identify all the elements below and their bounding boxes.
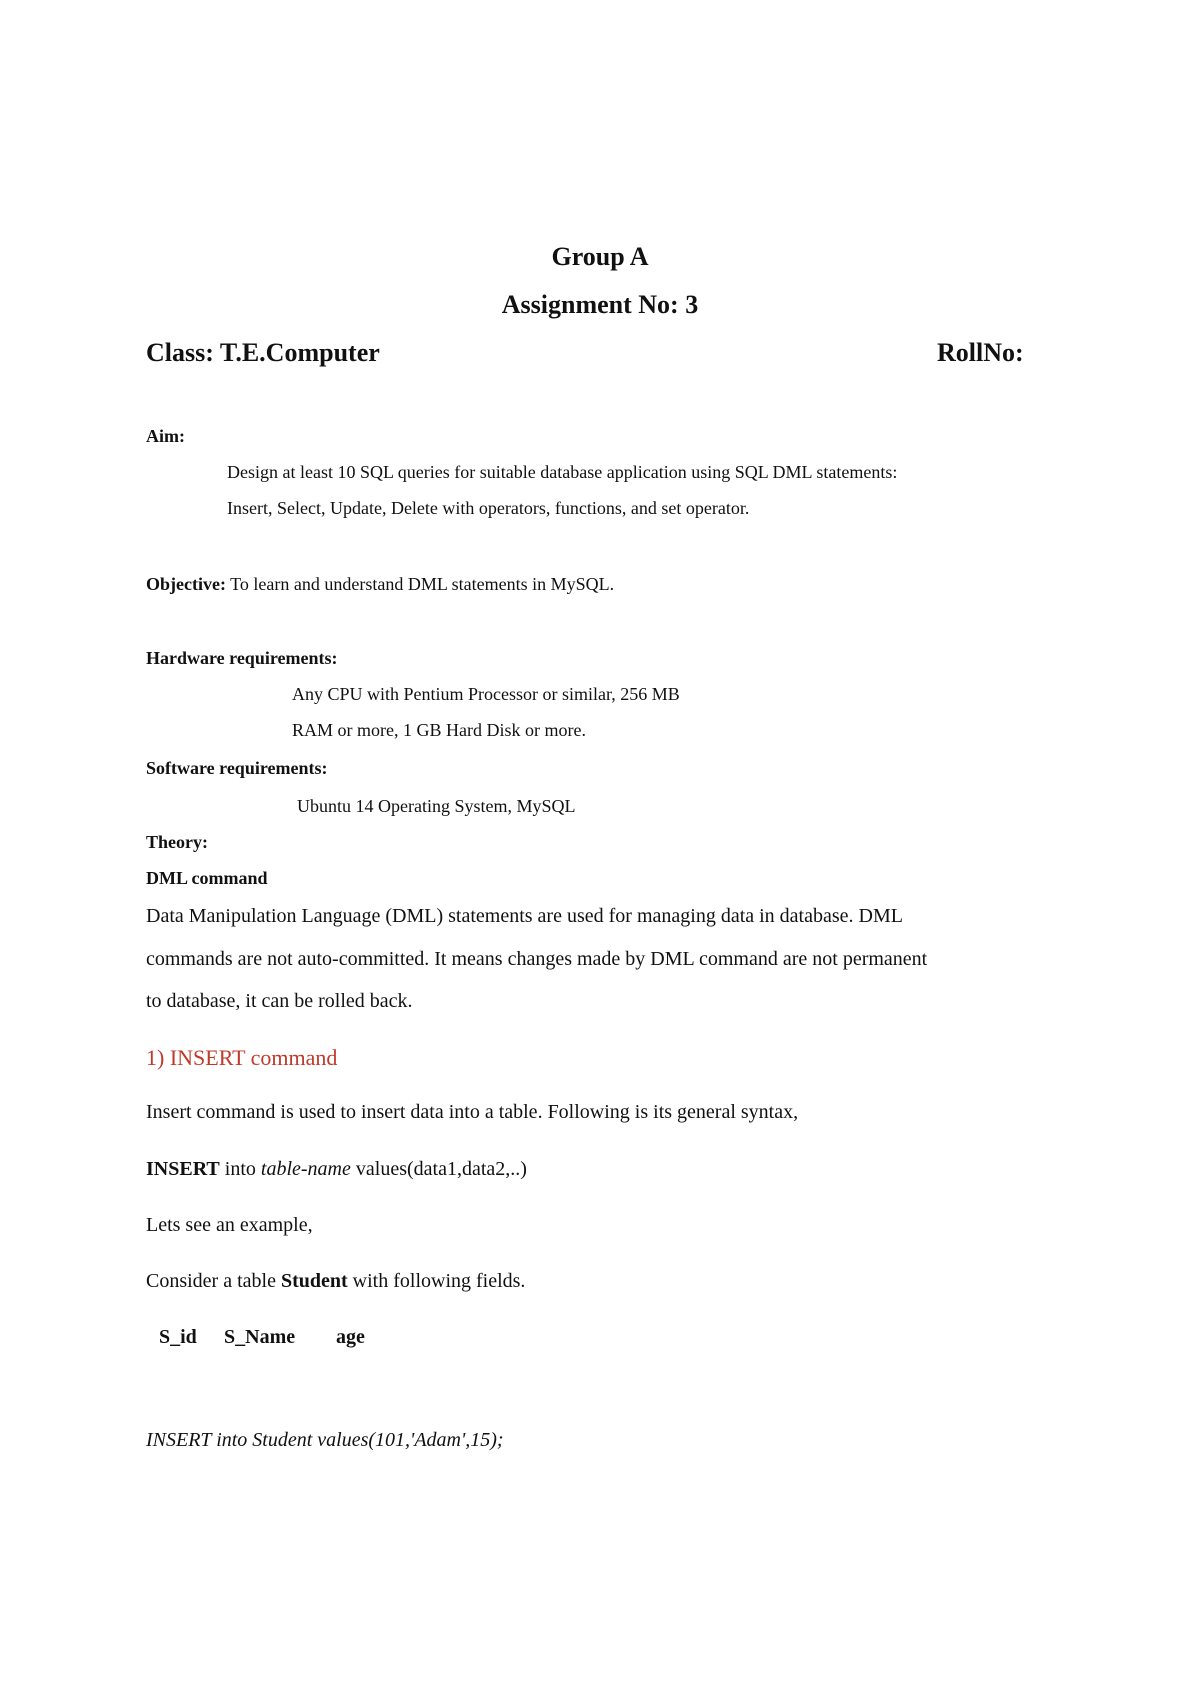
hardware-line-2: RAM or more, 1 GB Hard Disk or more. xyxy=(292,720,586,740)
hardware-line-1: Any CPU with Pentium Processor or similar, 256 MB xyxy=(292,684,680,704)
objective-line xyxy=(146,574,614,595)
field-age: age xyxy=(336,1326,365,1348)
insert-section-heading: 1) INSERT command xyxy=(146,1045,338,1070)
table-intro-pre: Consider a table xyxy=(146,1270,281,1292)
objective-label: Objective: xyxy=(146,574,226,594)
aim-line-1: Design at least 10 SQL queries for suitable database application using SQL DML statements: xyxy=(227,462,898,482)
theory-para-line-3: to database, it can be rolled back. xyxy=(146,990,413,1012)
group-title: Group A xyxy=(551,242,649,271)
field-s-id: S_id xyxy=(159,1326,197,1348)
software-heading: Software requirements: xyxy=(146,758,328,778)
syntax-table-name: table-name xyxy=(260,1158,351,1180)
software-line-1: Ubuntu 14 Operating System, MySQL xyxy=(297,796,576,816)
aim-line-2: Insert, Select, Update, Delete with operators, functions, and set operator. xyxy=(227,498,750,518)
class-label: Class: T.E.Computer xyxy=(146,338,380,367)
insert-syntax xyxy=(146,1158,527,1181)
objective-text: To learn and understand DML statements in MySQL. xyxy=(230,574,615,594)
aim-heading: Aim: xyxy=(146,426,185,446)
syntax-keyword: INSERT xyxy=(146,1158,220,1180)
assignment-title: Assignment No: 3 xyxy=(501,290,699,319)
field-s-name: S_Name xyxy=(224,1326,296,1348)
syntax-values: values(data1,data2,..) xyxy=(350,1158,527,1180)
theory-heading: Theory: xyxy=(146,832,208,852)
theory-para-line-1: Data Manipulation Language (DML) statements are used for managing data in database. DML xyxy=(146,905,903,927)
theory-para-line-2: commands are not auto-committed. It means changes made by DML command are not permanent xyxy=(146,948,928,970)
syntax-into: into xyxy=(219,1158,261,1180)
hardware-heading: Hardware requirements: xyxy=(146,648,338,668)
insert-intro: Insert command is used to insert data into a table. Following is its general syntax, xyxy=(146,1101,799,1123)
rollno-label: RollNo: xyxy=(937,338,1024,367)
dml-subheading: DML command xyxy=(146,868,268,888)
table-intro xyxy=(146,1270,525,1293)
example-intro: Lets see an example, xyxy=(146,1214,313,1236)
table-intro-post: with following fields. xyxy=(347,1270,526,1292)
table-name: Student xyxy=(280,1270,348,1292)
example-query: INSERT into Student values(101,'Adam',15); xyxy=(146,1429,504,1451)
